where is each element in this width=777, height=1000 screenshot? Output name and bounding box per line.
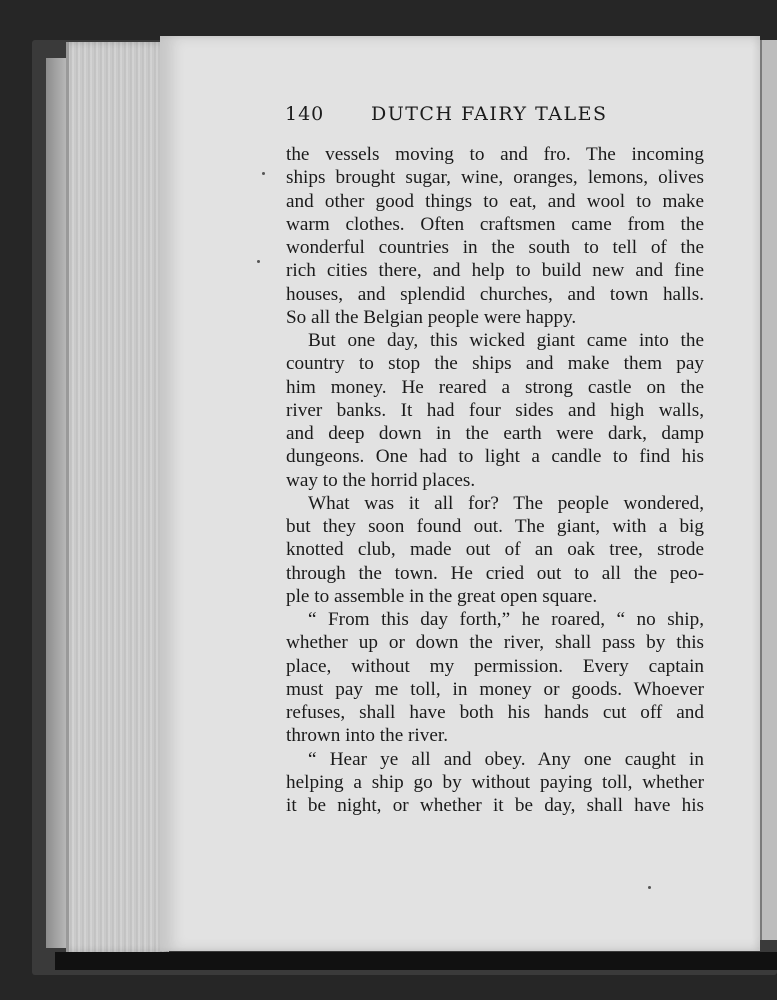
text-line: “ Hear ye all and obey. Any one caught in (308, 748, 704, 770)
text-line: but they soon found out. The giant, with a big (286, 516, 704, 537)
page-header (285, 103, 715, 133)
text-line: through the town. He cried out to all the peo- (286, 562, 704, 584)
running-title: DUTCH FAIRY TALES (371, 103, 608, 125)
text-line: dungeons. One had to light a candle to find his (286, 446, 704, 468)
text-line: What was it all for? The people wondered, (308, 492, 704, 514)
text-line: refuses, shall have both his hands cut off and (286, 702, 704, 723)
body-text (286, 143, 704, 817)
next-page-edge (760, 40, 777, 940)
text-line: rich cities there, and help to build new and fine (286, 260, 704, 282)
text-line: him money. He reared a strong castle on the (286, 376, 704, 398)
text-line: ships brought sugar, wine, oranges, lemons, olives (286, 167, 704, 189)
text-line: must pay me toll, in money or goods. Whoever (286, 678, 704, 700)
text-line: wonderful countries in the south to tell of the (286, 237, 704, 258)
paper-speck (262, 172, 265, 175)
page-number: 140 (285, 103, 325, 125)
text-line: and other good things to eat, and wool to make (286, 190, 704, 212)
paper-speck (648, 886, 651, 889)
text-line: warm clothes. Often craftsmen came from the (286, 213, 704, 235)
text-line: place, without my permission. Every captain (286, 655, 704, 677)
text-line: it be night, or whether it be day, shall have his (286, 795, 704, 816)
text-line: ple to assemble in the great open square. (286, 585, 598, 607)
text-line: the vessels moving to and fro. The incoming (286, 144, 704, 165)
text-line: thrown into the river. (286, 725, 448, 747)
text-line: country to stop the ships and make them pay (286, 353, 704, 375)
text-line: knotted club, made out of an oak tree, strode (286, 539, 704, 561)
text-line: houses, and splendid churches, and town halls. (286, 283, 704, 305)
text-line: whether up or down the river, shall pass by this (286, 632, 704, 654)
text-line: river banks. It had four sides and high walls, (286, 399, 704, 421)
text-line: So all the Belgian people were happy. (286, 306, 577, 328)
text-line: “ From this day forth,” he roared, “ no ship, (308, 609, 704, 630)
text-line: way to the horrid places. (286, 469, 476, 491)
cover-bottom-edge (55, 952, 777, 970)
text-line: But one day, this wicked giant came into the (308, 330, 704, 351)
text-line: and deep down in the earth were dark, damp (286, 423, 704, 444)
paper-speck (257, 260, 260, 263)
page-stack (66, 42, 169, 952)
text-line: helping a ship go by without paying toll, whether (286, 771, 704, 793)
